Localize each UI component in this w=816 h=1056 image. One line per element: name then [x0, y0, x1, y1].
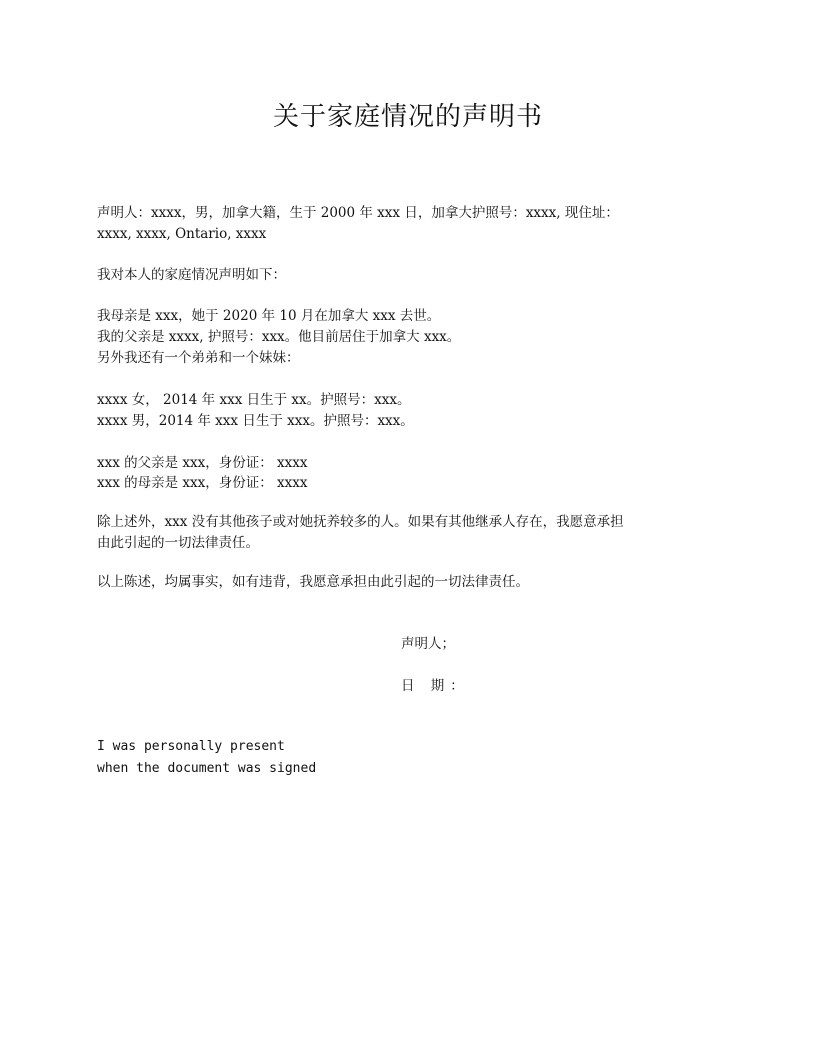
- signature-label: 声明人；: [401, 636, 455, 652]
- exclusion-line-2: 由此引起的一切法律责任。: [97, 535, 259, 551]
- affirmation-line: 以上陈述，均属事实，如有违背，我愿意承担由此引起的一切法律责任。: [97, 574, 529, 590]
- declarant-line-1: 声明人：xxxx，男，加拿大籍，生于 2000 年 xxx 日，加拿大护照号：xxxx, 现住址：: [97, 205, 619, 221]
- siblings-intro-line: 另外我还有一个弟弟和一个妹妹：: [97, 350, 300, 366]
- date-label: 日 期：: [401, 678, 470, 694]
- declarant-line-2: xxxx, xxxx, Ontario, xxxx: [97, 226, 267, 242]
- witness-line-2: when the document was signed: [97, 761, 317, 776]
- father-line: 我的父亲是 xxxx, 护照号：xxx。他目前居住于加拿大 xxx。: [97, 329, 461, 345]
- mother-line: 我母亲是 xxx，她于 2020 年 10 月在加拿大 xxx 去世。: [97, 308, 441, 324]
- document-title: 关于家庭情况的声明书: [272, 102, 543, 132]
- intro-line: 我对本人的家庭情况声明如下：: [97, 267, 286, 283]
- sibling-2-line: xxxx 男，2014 年 xxx 日生于 xxx。护照号：xxx。: [97, 413, 414, 429]
- sibling-1-line: xxxx 女， 2014 年 xxx 日生于 xx。护照号：xxx。: [97, 392, 411, 408]
- exclusion-line-1: 除上述外，xxx 没有其他孩子或对她抚养较多的人。如果有其他继承人存在，我愿意承担: [97, 514, 624, 530]
- grandfather-line: xxx 的父亲是 xxx，身份证： xxxx: [97, 455, 308, 471]
- witness-line-1: I was personally present: [97, 739, 285, 754]
- grandmother-line: xxx 的母亲是 xxx，身份证： xxxx: [97, 475, 308, 491]
